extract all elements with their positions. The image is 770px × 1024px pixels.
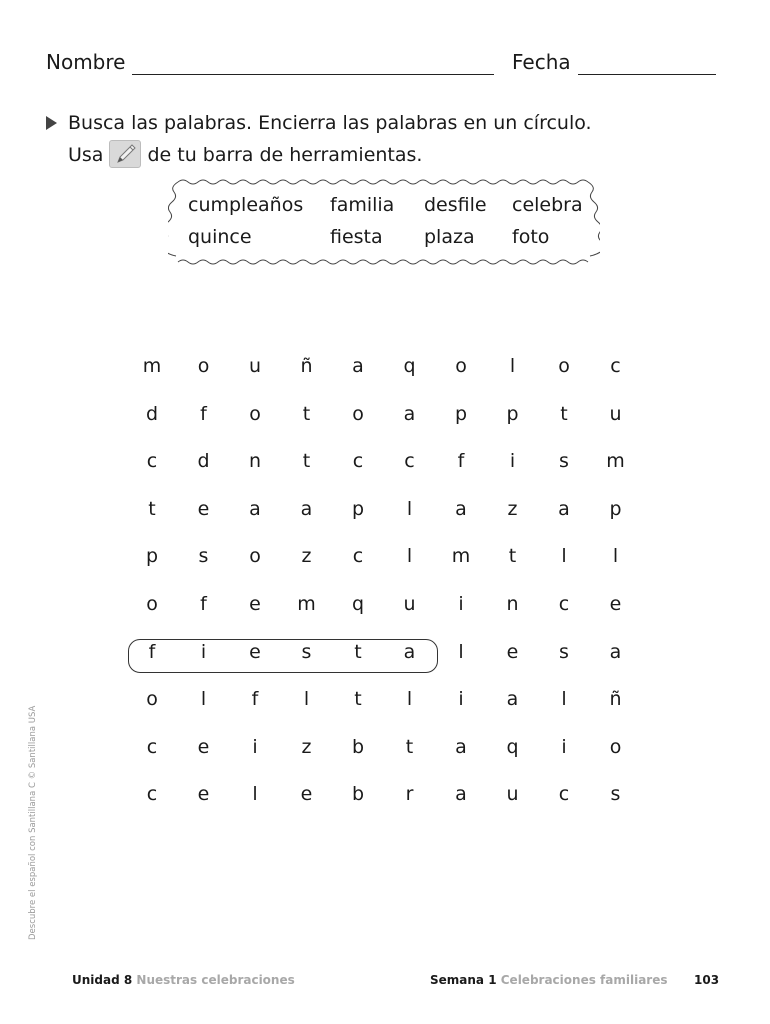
grid-letter[interactable]: a [249, 497, 261, 520]
grid-letter[interactable]: c [404, 450, 415, 473]
word-bank-item: familia [330, 194, 395, 216]
grid-letter[interactable]: i [458, 593, 464, 615]
footer-unit [72, 973, 295, 987]
grid-letter[interactable]: l [561, 688, 567, 711]
grid-letter[interactable]: l [252, 783, 258, 806]
bullet-arrow-icon [46, 116, 57, 130]
grid-letter[interactable]: t [508, 545, 517, 568]
word-bank-item: celebra [512, 194, 583, 216]
word-bank-item: fiesta [330, 226, 383, 248]
grid-letter[interactable]: t [354, 640, 362, 663]
grid-letter[interactable]: f [457, 450, 465, 473]
grid-letter[interactable]: z [301, 735, 312, 758]
grid-letter[interactable]: t [405, 735, 414, 758]
page-number: 103 [694, 973, 720, 987]
grid-letter[interactable]: ñ [609, 688, 622, 711]
grid-letter[interactable]: l [509, 355, 516, 377]
grid-letter[interactable]: e [249, 640, 261, 663]
grid-letter[interactable]: o [249, 402, 261, 425]
grid-letter[interactable]: l [406, 497, 413, 520]
grid-letter[interactable]: n [506, 593, 519, 615]
grid-letter[interactable]: n [248, 450, 262, 473]
grid-letter[interactable]: z [507, 497, 518, 520]
grid-letter[interactable]: q [506, 735, 519, 758]
grid-letter[interactable]: t [148, 497, 156, 520]
date-label: Fecha [512, 50, 571, 74]
grid-letter[interactable]: p [145, 545, 159, 568]
grid-letter[interactable]: a [558, 497, 570, 520]
grid-letter[interactable]: l [406, 545, 413, 568]
word-bank-item: cumpleaños [188, 194, 304, 216]
grid-letter[interactable]: p [454, 402, 468, 425]
grid-letter[interactable]: u [609, 402, 622, 425]
grid-letter[interactable]: f [251, 688, 259, 711]
grid-letter[interactable]: i [458, 688, 464, 711]
grid-letter[interactable]: m [451, 545, 471, 568]
grid-letter[interactable]: t [302, 450, 311, 473]
grid-letter[interactable]: o [352, 402, 364, 425]
grid-letter[interactable]: e [197, 735, 210, 758]
grid-letter[interactable]: e [197, 783, 210, 806]
grid-letter[interactable]: c [146, 450, 158, 473]
grid-letter[interactable]: c [352, 450, 364, 473]
name-label: Nombre [46, 50, 126, 74]
grid-letter[interactable]: e [609, 593, 622, 615]
grid-letter[interactable]: c [352, 545, 364, 568]
grid-letter[interactable]: s [198, 545, 209, 568]
instruction-line-2 [68, 139, 422, 171]
grid-letter[interactable]: l [406, 688, 413, 711]
grid-letter[interactable]: e [506, 640, 519, 663]
pencil-icon[interactable] [109, 140, 141, 168]
grid-letter[interactable]: b [351, 783, 365, 806]
word-bank-item: foto [512, 226, 550, 248]
grid-letter[interactable]: o [609, 735, 622, 758]
grid-letter[interactable]: a [455, 783, 467, 806]
circled-word-fiesta [128, 639, 438, 673]
grid-letter[interactable]: b [351, 735, 365, 758]
grid-letter[interactable]: m [142, 355, 162, 377]
grid-letter[interactable]: l [612, 545, 619, 568]
grid-letter[interactable]: c [610, 355, 621, 377]
grid-letter[interactable]: a [300, 497, 313, 520]
grid-letter[interactable]: m [297, 593, 316, 615]
grid-letter[interactable]: s [559, 640, 569, 663]
grid-letter[interactable]: a [506, 688, 519, 711]
grid-letter[interactable]: i [561, 735, 567, 758]
grid-letter[interactable]: u [248, 355, 262, 377]
word-search-grid[interactable] [124, 355, 644, 825]
week-title: Celebraciones familiares [500, 973, 668, 987]
grid-letter[interactable]: a [403, 402, 416, 425]
grid-letter[interactable]: e [197, 497, 210, 520]
grid-letter[interactable]: a [455, 735, 467, 758]
word-bank-item: desfile [424, 194, 487, 216]
grid-letter[interactable]: l [458, 640, 464, 663]
grid-letter[interactable]: p [609, 497, 622, 520]
grid-letter[interactable]: o [146, 593, 158, 615]
grid-letter[interactable]: s [301, 640, 312, 663]
grid-letter[interactable]: c [146, 735, 158, 758]
word-bank-item: quince [188, 226, 252, 248]
word-bank-item: plaza [424, 226, 475, 248]
grid-letter[interactable]: c [558, 783, 570, 806]
instruction-use-text: Usa [68, 144, 104, 166]
grid-letter[interactable]: i [252, 735, 258, 758]
grid-letter[interactable]: f [200, 593, 207, 615]
grid-letter[interactable]: s [610, 783, 621, 806]
grid-letter[interactable]: p [506, 402, 519, 425]
grid-letter[interactable]: f [200, 402, 207, 425]
grid-letter[interactable]: c [146, 783, 158, 806]
grid-letter[interactable]: t [302, 402, 311, 425]
grid-letter[interactable]: u [403, 593, 416, 615]
grid-letter[interactable]: o [558, 355, 570, 377]
grid-letter[interactable]: ñ [300, 355, 313, 377]
copyright-side-text: Descubre el español con Santillana C © Santillana USA [28, 705, 38, 940]
date-field[interactable] [578, 74, 716, 75]
grid-letter[interactable]: a [352, 355, 364, 377]
word-bank [168, 178, 600, 266]
grid-letter[interactable]: z [301, 545, 312, 568]
grid-letter[interactable]: a [609, 640, 622, 663]
grid-letter[interactable]: i [200, 640, 207, 663]
grid-letter[interactable]: l [303, 688, 310, 711]
instruction-line-1: Busca las palabras. Encierra las palabras en un círculo. [68, 112, 592, 134]
grid-letter[interactable]: r [405, 783, 414, 806]
grid-letter[interactable]: s [559, 450, 569, 473]
grid-letter[interactable]: e [249, 593, 261, 615]
grid-letter[interactable]: o [146, 688, 158, 711]
footer-week [430, 973, 667, 987]
unit-title: Nuestras celebraciones [136, 973, 295, 987]
grid-letter[interactable]: m [606, 450, 625, 473]
grid-letter[interactable]: o [455, 355, 467, 377]
name-date-header [46, 50, 726, 80]
name-field[interactable] [132, 74, 494, 75]
grid-letter[interactable]: a [403, 640, 416, 663]
grid-letter[interactable]: o [249, 545, 261, 568]
grid-letter[interactable]: u [506, 783, 519, 806]
grid-letter[interactable]: a [455, 497, 467, 520]
grid-letter[interactable]: f [148, 640, 156, 663]
grid-letter[interactable]: l [200, 688, 207, 711]
grid-letter[interactable]: l [561, 545, 567, 568]
unit-label: Unidad 8 [72, 973, 133, 987]
grid-letter[interactable]: o [197, 355, 210, 377]
grid-letter[interactable]: d [145, 402, 159, 425]
week-label: Semana 1 [430, 973, 497, 987]
grid-letter[interactable]: q [403, 355, 416, 377]
grid-letter[interactable]: c [558, 593, 570, 615]
grid-letter[interactable]: i [509, 450, 516, 473]
grid-letter[interactable]: p [351, 497, 365, 520]
grid-letter[interactable]: t [354, 688, 362, 711]
grid-letter[interactable]: q [351, 593, 365, 615]
instruction-toolbar-text: de tu barra de herramientas. [147, 144, 423, 166]
grid-letter[interactable]: d [197, 450, 210, 473]
grid-letter[interactable]: t [560, 402, 568, 425]
word-bank-border [168, 178, 600, 266]
grid-letter[interactable]: e [300, 783, 313, 806]
